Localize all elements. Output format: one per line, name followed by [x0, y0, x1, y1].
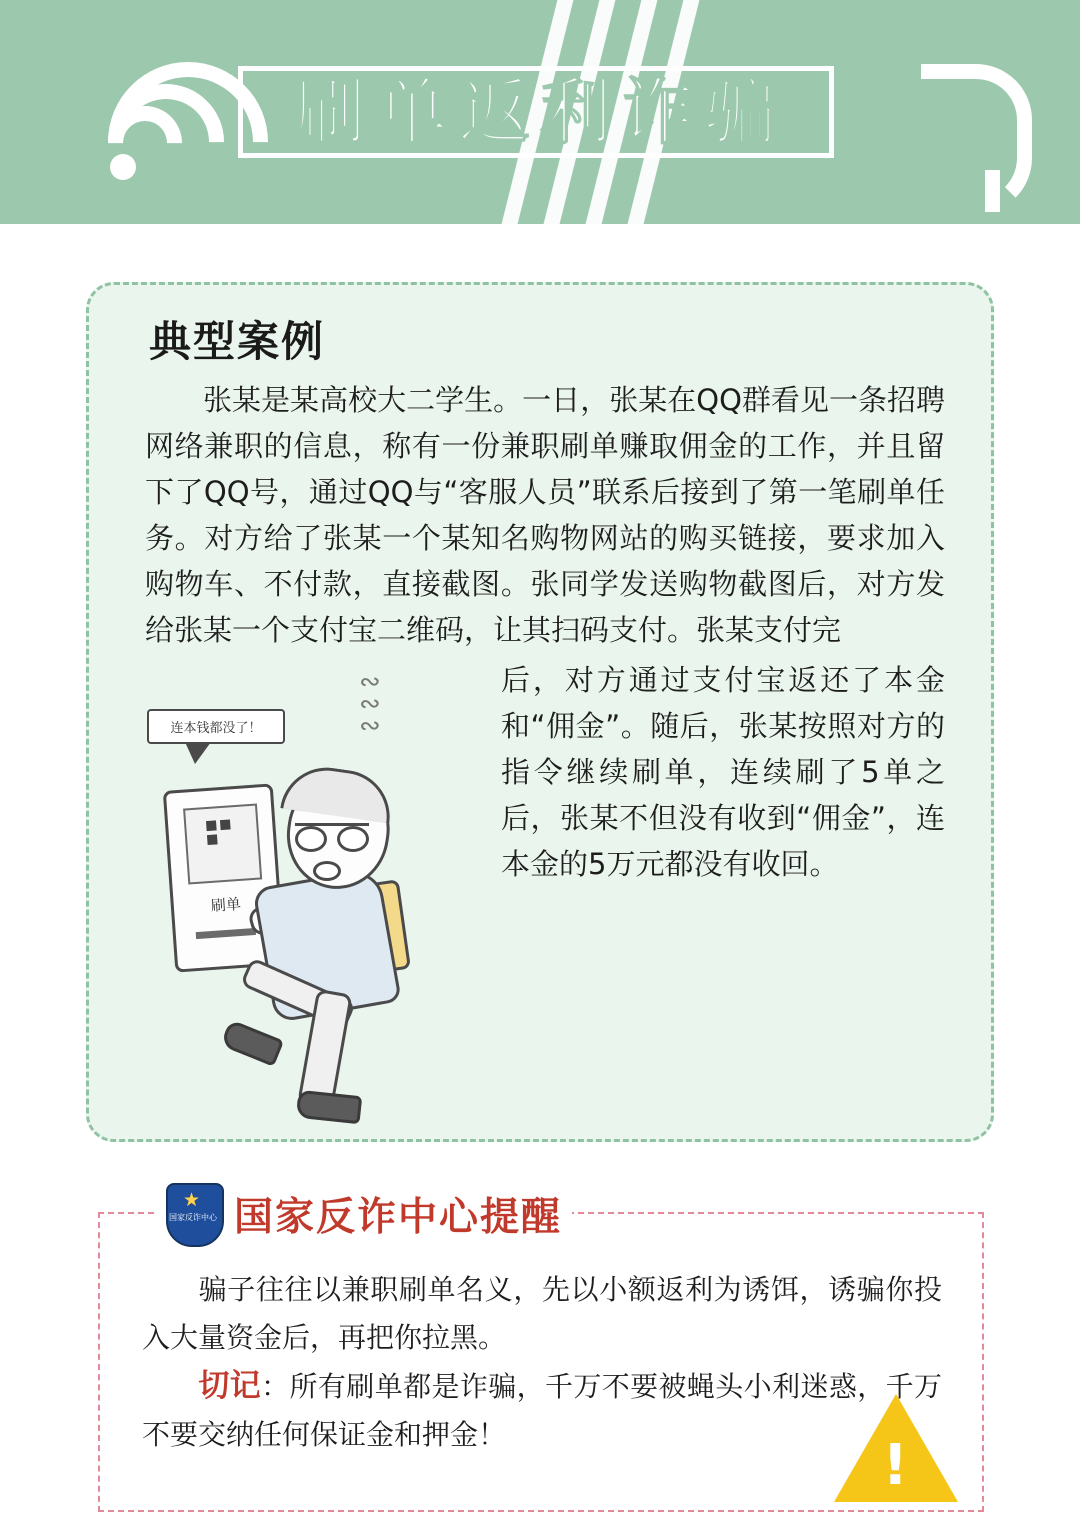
- person-shoe-right: [296, 1090, 363, 1125]
- alert-heading: 国家反诈中心提醒: [234, 1195, 563, 1240]
- person-shoe-left: [220, 1019, 284, 1067]
- case-lower-block: [145, 657, 945, 1131]
- case-heading: 典型案例: [149, 317, 326, 366]
- alert-body: [142, 1266, 942, 1459]
- warning-exclamation: !: [882, 1433, 908, 1498]
- case-paragraph-top: [145, 377, 945, 653]
- qr-code-icon: [206, 819, 232, 845]
- police-badge-icon: ★ 国家反诈中心: [166, 1183, 220, 1245]
- case-paragraph-top-text: 张某是某高校大二学生。一日，张某在QQ群看见一条招聘网络兼职的信息，称有一份兼职刷单赚取佣金的工作，并且留下了QQ号，通过QQ与“客服人员”联系后接到了第一笔刷单任务。对方给了张某一个某知名购物网站的购买链接，要求加入购物车、不付款，直接截图。张同学发送购物截图后，对方发给张某一个支付宝二维码，让其扫码支付。张某支付完: [145, 383, 945, 647]
- alert-paragraph-2-text: ：所有刷单都是诈骗，千万不要被蝇头小利迷惑，千万不要交纳任何保证金和押金！: [142, 1370, 942, 1451]
- anti-fraud-alert-card: [98, 1190, 984, 1512]
- machine-label: 刷单: [210, 894, 242, 915]
- badge-label: 国家反诈中心: [169, 1213, 217, 1222]
- smoke-icon: ∾ ∾ ∾: [359, 667, 381, 741]
- speech-bubble: 连本钱都没了！: [147, 709, 285, 744]
- case-paragraph-bottom: 后，对方通过支付宝返还了本金和“佣金”。随后，张某按照对方的指令继续刷单，连续刷了5单之后，张某不但没有收到“佣金”，连本金的5万元都没有收回。: [501, 663, 945, 881]
- alert-paragraph-1-text: 骗子往往以兼职刷单名义，先以小额返利为诱饵，诱骗你投入大量资金后，再把你拉黑。: [142, 1273, 942, 1354]
- page-title: 刷单返利诈骗: [293, 70, 786, 154]
- hook-decoration: [921, 64, 1032, 214]
- person-glasses-icon: [295, 823, 369, 848]
- wifi-icon: [108, 62, 258, 192]
- hook-tail-decoration: [985, 170, 1000, 212]
- typical-case-card: [86, 282, 994, 1142]
- alert-paragraph-1: [142, 1266, 942, 1362]
- page-banner: [0, 0, 1080, 224]
- alert-paragraph-2: [142, 1362, 942, 1459]
- case-illustration: [145, 661, 485, 1131]
- alert-keyword: 切记: [198, 1368, 262, 1404]
- alert-header: [156, 1182, 572, 1246]
- person-mouth: [313, 861, 341, 881]
